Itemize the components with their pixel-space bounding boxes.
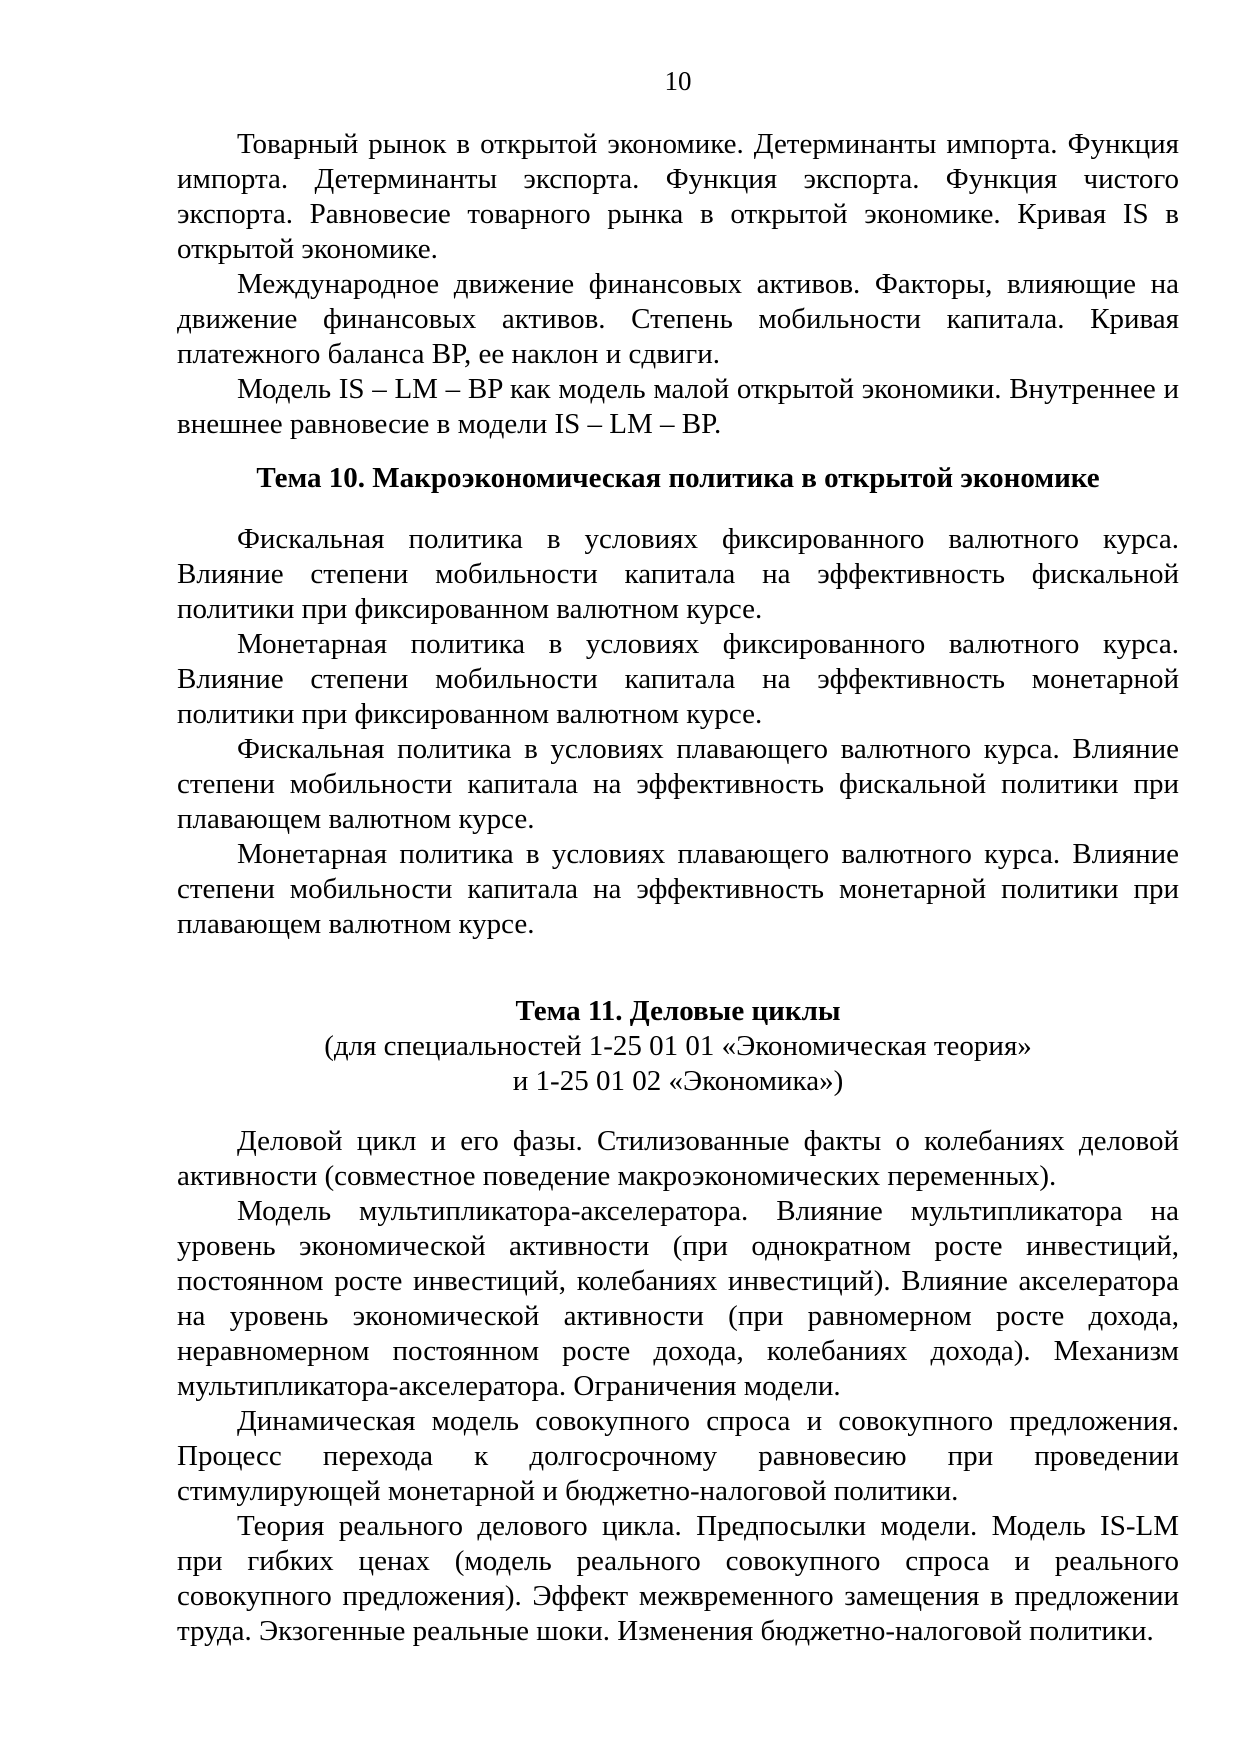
tema11-subtitle-line: и 1-25 01 02 «Экономика») xyxy=(512,1065,844,1097)
tema11-subtitle-line: (для специальностей 1-25 01 01 «Экономическая теория» xyxy=(324,1030,1032,1062)
tema11-paragraph: Динамическая модель совокупного спроса и совокупного предложения. Процесс перехода к долгосрочному равновесию при проведении стимулирующей монетарной и бюджетно-налоговой политики. xyxy=(177,1405,1179,1507)
tema10-paragraph: Фискальная политика в условиях плавающего валютного курса. Влияние степени мобильности капитала на эффективность фискальной политики при плавающем валютном курсе. xyxy=(177,733,1179,835)
tema11-heading: Тема 11. Деловые циклы xyxy=(515,995,841,1027)
tema11-paragraph: Деловой цикл и его фазы. Стилизованные факты о колебаниях деловой активности (совместное поведение макроэкономических переменных). xyxy=(177,1125,1179,1192)
tema11-paragraph: Теория реального делового цикла. Предпосылки модели. Модель IS-LM при гибких ценах (модель реального совокупного спроса и реального совокупного предложения). Эффект межвременного замещения в предложении труда. Экзогенные реальные шоки. Изменения бюджетно-налоговой политики. xyxy=(177,1510,1179,1647)
intro-paragraph: Модель IS – LM – BP как модель малой открытой экономики. Внутреннее и внешнее равновесие в модели IS – LM – BP. xyxy=(177,373,1179,440)
intro-paragraph: Товарный рынок в открытой экономике. Детерминанты импорта. Функция импорта. Детерминанты экспорта. Функция экспорта. Функция чистого экспорта. Равновесие товарного рынка в открытой экономике. Кривая IS в открытой экономике. xyxy=(177,128,1179,265)
tema11-heading-block xyxy=(177,994,1179,1099)
intro-paragraph: Международное движение финансовых активов. Факторы, влияющие на движение финансовых активов. Степень мобильности капитала. Кривая платежного баланса BP, ее наклон и сдвиги. xyxy=(177,268,1179,370)
tema10-paragraph: Монетарная политика в условиях фиксированного валютного курса. Влияние степени мобильности капитала на эффективность монетарной политики при фиксированном валютном курсе. xyxy=(177,628,1179,730)
tema11-paragraph: Модель мультипликатора-акселератора. Влияние мультипликатора на уровень экономической активности (при однократном росте инвестиций, постоянном росте инвестиций, колебаниях инвестиций). Влияние акселератора на уровень экономической активности (при равномерном росте дохода, неравномерном постоянном росте дохода, колебаниях дохода). Механизм мультипликатора-акселератора. Ограничения модели. xyxy=(177,1195,1179,1402)
tema10-paragraph: Монетарная политика в условиях плавающего валютного курса. Влияние степени мобильности капитала на эффективность монетарной политики при плавающем валютном курсе. xyxy=(177,838,1179,940)
page-number: 10 xyxy=(664,66,692,96)
tema10-paragraph: Фискальная политика в условиях фиксированного валютного курса. Влияние степени мобильности капитала на эффективность фискальной политики при фиксированном валютном курсе. xyxy=(177,523,1179,625)
tema10-heading: Тема 10. Макроэкономическая политика в открытой экономике xyxy=(256,462,1100,494)
